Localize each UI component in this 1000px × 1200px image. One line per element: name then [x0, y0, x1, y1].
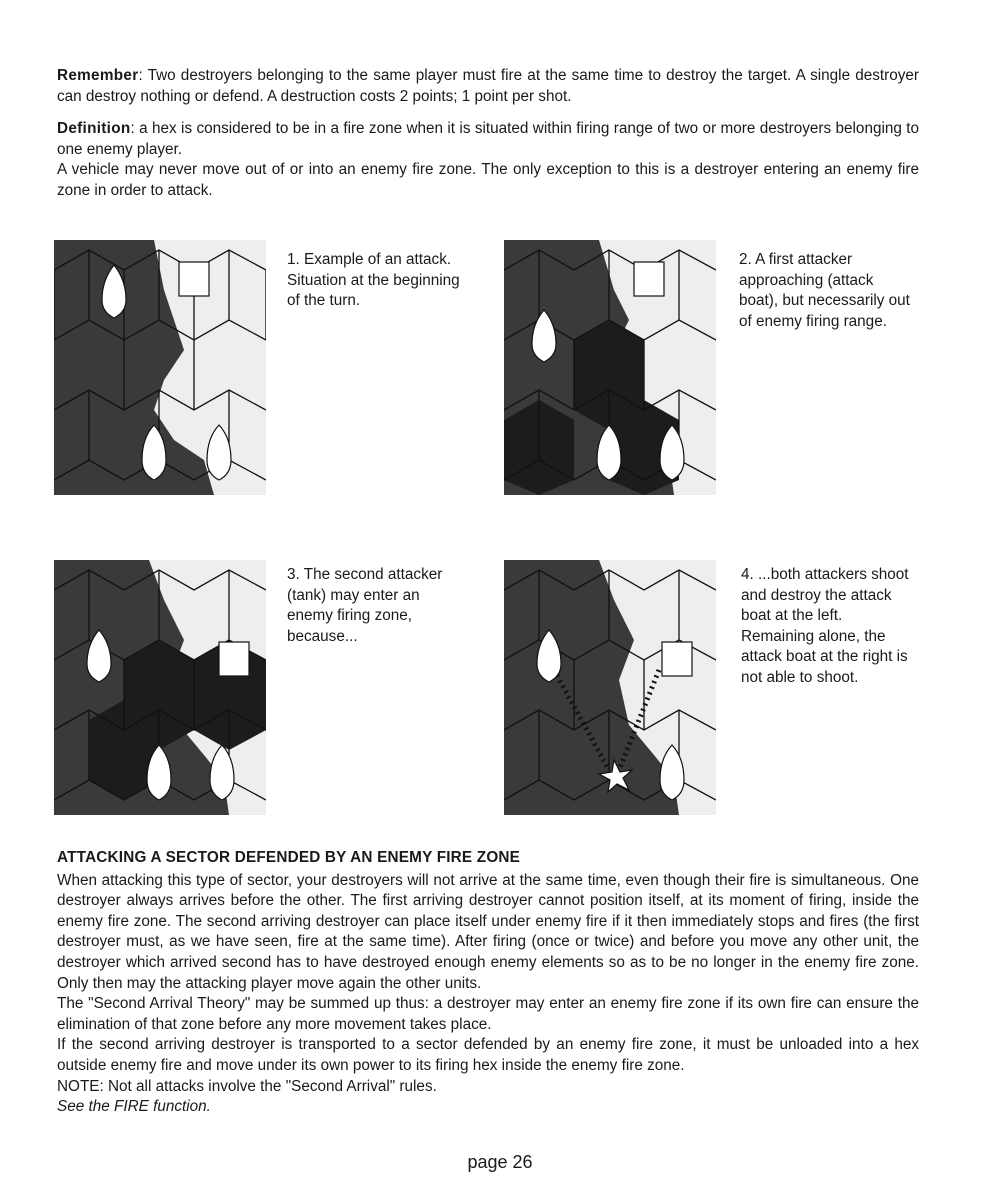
figure-4-caption: 4. ...both attackers shoot and destroy the attack boat at the left. Remaining alone, the attack boat at the right is not able to shoot.	[741, 566, 909, 686]
hex-map-3	[54, 560, 266, 815]
remember-label: Remember	[57, 67, 139, 84]
definition-paragraph	[57, 119, 919, 160]
figure-3-caption: 3. The second attacker (tank) may enter an enemy firing zone, because...	[287, 566, 443, 645]
intro-text	[57, 66, 919, 202]
hex-map-4	[504, 560, 716, 815]
vehicle-paragraph: A vehicle may never move out of or into an enemy fire zone. The only exception to this is a destroyer entering an enemy fire zone in order to attack.	[57, 161, 919, 199]
figure-2-caption: 2. A first attacker approaching (attack boat), but necessarily out of enemy firing range.	[739, 251, 910, 330]
hex-map-2	[504, 240, 716, 495]
section-paragraph-3: If the second arriving destroyer is transported to a sector defended by an enemy fire zone, it must be unloaded into a hex outside enemy fire and move under its own power to its firing hex inside the enemy fire zone.	[57, 1036, 919, 1074]
see-also-reference: See the FIRE function.	[57, 1098, 211, 1116]
figure-1-map	[54, 240, 266, 495]
section-fire-zone	[57, 848, 919, 1118]
remember-paragraph	[57, 66, 919, 107]
figure-grid	[52, 240, 932, 815]
hex-map-1	[54, 240, 266, 495]
section-note: NOTE: Not all attacks involve the "Second Arrival" rules.	[57, 1077, 437, 1095]
remember-text: : Two destroyers belonging to the same player must fire at the same time to destroy the target. A single destroyer can destroy nothing or defend. A destruction costs 2 points; 1 point per shot.	[57, 67, 919, 105]
section-heading: ATTACKING A SECTOR DEFENDED BY AN ENEMY FIRE ZONE	[57, 849, 521, 866]
figure-1-caption: 1. Example of an attack. Situation at the beginning of the turn.	[287, 251, 460, 310]
definition-text: : a hex is considered to be in a fire zone when it is situated within firing range of two or more destroyers belonging to one enemy player.	[57, 120, 919, 158]
definition-label: Definition	[57, 120, 131, 138]
section-paragraph-1: When attacking this type of sector, your destroyers will not arrive at the same time, even though their fire is simultaneous. One destroyer always arrives before the other. The first arriving destroyer cannot position itself, at its moment of firing, inside the enemy fire zone. The second arriving destroyer can place itself under enemy fire if it then immediately stops and fires (the first destroyer must, as we have seen, fire at the same time). After firing (once or twice) and before you move any other unit, the destroyer which arrived second has to have destroyed enough enemy elements so as to be no longer in the enemy fire zone. Only then may the attacking player move again the other units.	[57, 871, 919, 992]
figure-4-map	[504, 560, 716, 815]
page-number: page 26	[467, 1152, 533, 1172]
figure-3-map	[54, 560, 266, 815]
figure-2-map	[504, 240, 716, 495]
section-paragraph-2: The "Second Arrival Theory" may be summed up thus: a destroyer may enter an enemy fire zone if its own fire can ensure the elimination of that zone before any more movement takes place.	[57, 995, 919, 1033]
